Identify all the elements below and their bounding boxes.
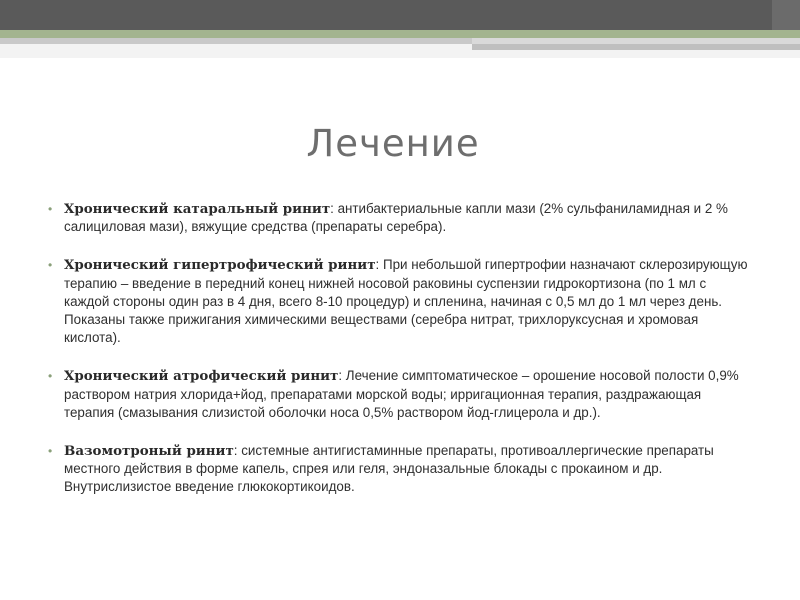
bullet-term: Хронический атрофический ринит [64,368,339,385]
header-band [0,0,800,30]
bullet-text: : Лечение симптоматическое – орошение носовой полости 0,9% раствором натрия хлорида+йод, препаратами морской воды; ирригационная терапия, раздражающая терапия (смазывания слизистой оболочки носа 0,5% раствором йод-глицерола и др.). [64,368,739,420]
bullet-text: : антибактериальные капли мази (2% сульфаниламидная и 2 % салициловая мази), вяжущие средства (препараты серебра). [64,201,728,235]
bullet-icon: • [48,258,53,273]
bullet-text: : При небольшой гипертрофии назначают склерозирующую терапию – введение в передний конец нижней носовой раковины суспензии гидрокортизона (по 1 мл с каждой стороны один раз в 4 дня, всего 8-10 процедур) и спленина, начиная с 0,5 мл до 1 мл через день. Показаны также прижигания химическими веществами (серебра нитрат, трихлоруксусная и хромовая кислота). [64,257,748,346]
bullet-item-hypertrophic [48,256,748,347]
slide-title: Лечение [306,122,480,165]
accent-line [0,30,800,38]
bullet-item-catarrhal [48,200,748,236]
header-shadow-accent [472,44,800,50]
bullet-term: Хронический гипертрофический ринит [64,257,376,274]
bullet-icon: • [48,444,53,459]
bullet-item-atrophic [48,367,748,422]
header-band-corner [772,0,800,30]
bullet-item-vasomotor [48,442,748,497]
bullet-term: Вазомотроный ринит [64,443,234,460]
bullet-icon: • [48,202,53,216]
bullet-text: : системные антигистаминные препараты, противоаллергические препараты местного действия в форме капель, спрея или геля, эндоназальные блокады с прокаином и др. Внутрислизистое введение глюкокортикоидов. [64,443,714,495]
bullet-icon: • [48,369,53,384]
bullet-term: Хронический катаральный ринит [64,201,331,217]
bullet-list [48,200,748,517]
